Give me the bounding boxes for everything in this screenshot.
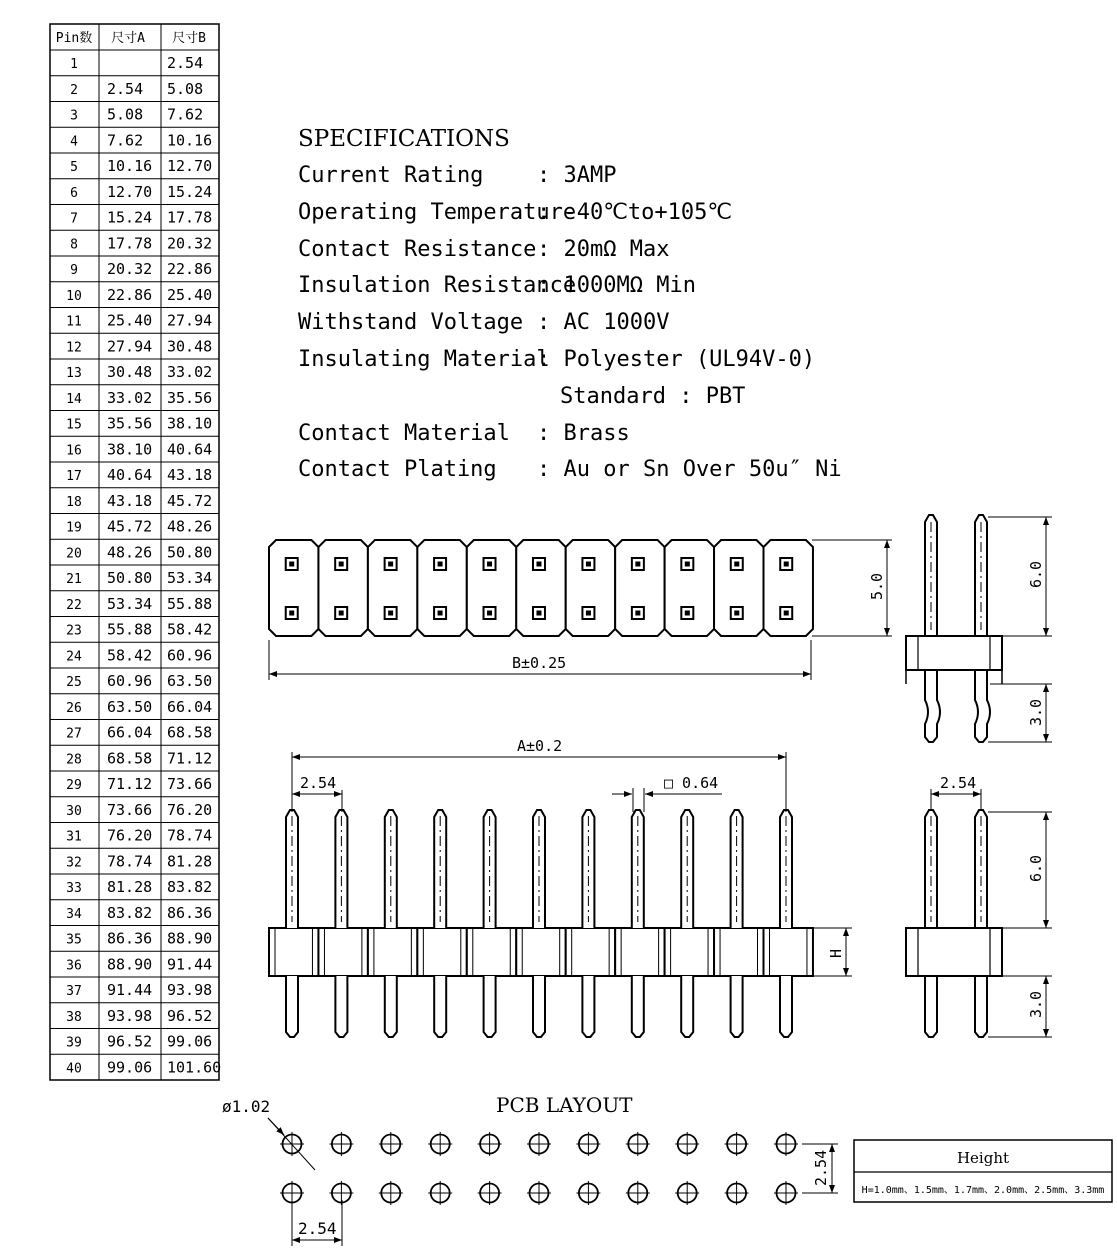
table-cell-dim-b: 55.88 <box>167 594 213 613</box>
spec-label: Contact Material <box>298 421 510 446</box>
table-cell-pins: 23 <box>66 623 82 639</box>
housing-block <box>714 928 763 976</box>
table-cell-dim-a: 60.96 <box>107 672 153 690</box>
table-cell-dim-a: 33.02 <box>107 388 153 407</box>
housing-cell <box>665 540 714 636</box>
table-cell-dim-b: 58.42 <box>167 620 213 639</box>
table-cell-pins: 16 <box>66 443 82 459</box>
pin-square-center <box>388 611 393 616</box>
specifications-block <box>298 126 842 482</box>
table-cell-dim-b: 60.96 <box>167 646 213 665</box>
table-cell-pins: 19 <box>66 520 82 536</box>
housing-block <box>318 928 367 976</box>
table-cell-dim-b: 83.82 <box>167 878 213 896</box>
housing-cell <box>368 540 417 636</box>
table-cell-dim-a: 78.74 <box>107 852 153 871</box>
table-cell-pins: 25 <box>66 675 82 690</box>
pin-square-center <box>438 611 443 616</box>
table-cell-dim-a: 7.62 <box>107 131 144 150</box>
dim-pcb-pitch-label: 2.54 <box>298 1219 337 1238</box>
spec-label: Contact Plating <box>298 457 497 482</box>
spec-row <box>560 384 745 409</box>
dim-pitch-label: 2.54 <box>300 774 337 792</box>
pin-lower <box>533 976 545 1037</box>
table-cell-dim-b: 35.56 <box>167 388 213 407</box>
table-cell-pins: 31 <box>66 829 82 845</box>
table-cell-dim-b: 17.78 <box>167 208 213 227</box>
table-cell-pins: 13 <box>66 366 82 381</box>
pin-square-center <box>734 611 739 616</box>
table-cell-dim-b: 33.02 <box>167 363 213 381</box>
spec-value: : Brass <box>537 421 630 446</box>
table-cell-pins: 7 <box>70 211 78 227</box>
pcb-dims <box>222 1097 838 1246</box>
table-cell-dim-b: 96.52 <box>167 1006 213 1025</box>
pin-lower <box>731 976 743 1037</box>
table-cell-pins: 26 <box>66 700 82 716</box>
table-cell-dim-b: 22.86 <box>167 260 213 278</box>
spec-value: : Polyester (UL94V-0) <box>537 347 816 372</box>
table-cell-pins: 1 <box>70 57 78 72</box>
housing-cell <box>417 540 466 636</box>
table-cell-dim-b: 38.10 <box>167 414 213 433</box>
table-cell-dim-a: 83.82 <box>107 903 153 922</box>
top-view-housing <box>269 540 813 636</box>
specifications-title: SPECIFICATIONS <box>298 126 510 152</box>
pin-lower <box>484 976 496 1037</box>
table-cell-pins: 35 <box>66 932 82 948</box>
table-cell-pins: 18 <box>66 494 82 510</box>
table-cell-dim-b: 12.70 <box>167 157 213 175</box>
pin-lower <box>385 976 397 1037</box>
housing-block <box>417 928 466 976</box>
height-box-title: Height <box>956 1149 1010 1167</box>
side-view-lower-dims <box>931 774 1052 1037</box>
spec-label: Contact Resistance <box>298 237 537 262</box>
spec-row <box>298 237 669 262</box>
table-cell-pins: 40 <box>66 1061 82 1077</box>
pin-square-center <box>734 562 739 567</box>
housing-block <box>566 928 615 976</box>
pin-square-center <box>339 611 344 616</box>
pin-square-center <box>536 611 541 616</box>
table-cell-dim-b: 15.24 <box>167 182 213 201</box>
side-view-upper-dims <box>988 517 1052 742</box>
pin-square-center <box>339 562 344 567</box>
table-cell-dim-a: 40.64 <box>107 466 153 484</box>
table-cell-pins: 30 <box>66 803 82 819</box>
table-cell-dim-a: 38.10 <box>107 440 153 459</box>
table-header-cell: 尺寸A <box>111 31 145 46</box>
table-cell-dim-a: 93.98 <box>107 1006 153 1025</box>
housing-cell <box>566 540 615 636</box>
table-cell-dim-b: 25.40 <box>167 285 213 304</box>
spec-row <box>298 421 630 446</box>
table-cell-dim-b: 101.60 <box>167 1058 222 1077</box>
table-cell-dim-a: 50.80 <box>107 569 153 587</box>
pin-square-center <box>487 562 492 567</box>
housing-cell <box>516 540 565 636</box>
dim-b-label: B±0.25 <box>512 654 567 672</box>
dim-row-spacing-label: 2.54 <box>812 1149 830 1186</box>
pin-square-center <box>784 611 789 616</box>
dim-pin-size-label: □ 0.64 <box>664 774 719 792</box>
table-cell-pins: 29 <box>66 778 82 793</box>
table-cell-pins: 12 <box>66 340 82 356</box>
table-cell-dim-b: 5.08 <box>167 79 204 98</box>
table-cell-dim-a: 5.08 <box>107 105 144 124</box>
table-cell-pins: 34 <box>66 906 82 922</box>
table-cell-dim-a: 10.16 <box>107 157 153 175</box>
pin-square-center <box>438 562 443 567</box>
height-box-values: H=1.0mm、1.5mm、1.7mm、2.0mm、2.5mm、3.3mm <box>861 1185 1105 1196</box>
housing-cell <box>269 540 318 636</box>
table-cell-dim-a: 88.90 <box>107 955 153 974</box>
table-cell-dim-a: 81.28 <box>107 878 153 896</box>
table-cell-dim-b: 91.44 <box>167 955 213 974</box>
dim-side-pitch-label: 2.54 <box>940 774 977 792</box>
dim-a-label: A±0.2 <box>517 737 563 755</box>
table-cell-dim-b: 81.28 <box>167 852 213 871</box>
table-cell-pins: 20 <box>66 546 82 562</box>
table-cell-pins: 8 <box>70 237 78 253</box>
table-cell-pins: 27 <box>66 726 82 742</box>
pin-square-center <box>685 562 690 567</box>
side-view-lower <box>906 810 1002 1037</box>
table-cell-dim-a: 68.58 <box>107 749 153 768</box>
table-cell-dim-b: 30.48 <box>167 337 213 356</box>
table-cell-dim-b: 76.20 <box>167 800 213 819</box>
pin-lower <box>582 976 594 1037</box>
housing-cell <box>615 540 664 636</box>
table-cell-dim-b: 7.62 <box>167 105 204 124</box>
pin-square-center <box>289 562 294 567</box>
spec-label: Current Rating <box>298 163 484 188</box>
table-cell-pins: 4 <box>70 134 78 150</box>
spec-label: Insulating Material <box>298 347 550 372</box>
pin-dimension-table <box>50 24 221 1080</box>
table-cell-dim-a: 99.06 <box>107 1058 153 1077</box>
table-cell-dim-a: 71.12 <box>107 775 153 793</box>
table-cell-pins: 24 <box>66 649 82 665</box>
pin-square-center <box>635 611 640 616</box>
table-cell-dim-b: 50.80 <box>167 543 213 562</box>
table-cell-dim-a: 20.32 <box>107 260 153 278</box>
table-cell-pins: 14 <box>66 391 82 407</box>
spec-value: : 1000MΩ Min <box>537 273 696 298</box>
table-cell-pins: 39 <box>66 1035 82 1051</box>
table-cell-pins: 17 <box>66 469 82 484</box>
housing-block <box>269 928 318 976</box>
table-cell-dim-a: 96.52 <box>107 1032 153 1051</box>
housing-block <box>764 928 813 976</box>
spec-value: Standard : PBT <box>560 384 746 409</box>
table-cell-dim-a: 30.48 <box>107 363 153 381</box>
spec-value: : -40℃to+105℃ <box>537 200 733 225</box>
table-cell-dim-a: 45.72 <box>107 517 153 536</box>
table-cell-dim-a: 2.54 <box>107 79 144 98</box>
pin-square-center <box>586 611 591 616</box>
table-cell-dim-a: 53.34 <box>107 594 153 613</box>
table-cell-dim-b: 40.64 <box>167 440 213 459</box>
pin-square-center <box>586 562 591 567</box>
dim-lower-pin-length-label: 3.0 <box>1027 698 1045 726</box>
dim-side-upper-label: 6.0 <box>1027 854 1045 882</box>
table-cell-dim-b: 45.72 <box>167 491 213 510</box>
spec-row <box>298 347 815 372</box>
spec-row <box>298 273 696 298</box>
table-cell-dim-b: 71.12 <box>167 749 213 768</box>
table-cell-dim-a: 27.94 <box>107 337 153 356</box>
table-cell-dim-b: 10.16 <box>167 131 213 150</box>
table-cell-dim-a: 73.66 <box>107 800 153 819</box>
table-cell-pins: 6 <box>70 185 78 201</box>
table-cell-dim-a: 12.70 <box>107 182 153 201</box>
table-cell-dim-b: 20.32 <box>167 234 213 253</box>
table-cell-dim-a: 25.40 <box>107 311 153 330</box>
pin-square-center <box>487 611 492 616</box>
table-cell-dim-a: 86.36 <box>107 929 153 948</box>
pin-lower <box>335 976 347 1037</box>
table-cell-dim-a: 66.04 <box>107 723 153 742</box>
table-cell-pins: 36 <box>66 958 82 974</box>
housing-block <box>467 928 516 976</box>
spec-value: : 20mΩ Max <box>537 237 670 262</box>
table-cell-dim-b: 63.50 <box>167 672 213 690</box>
spec-label: Operating Temperature <box>298 200 577 225</box>
height-options-box <box>854 1140 1112 1202</box>
table-cell-dim-b: 27.94 <box>167 311 213 330</box>
spec-label: Insulation Resistance <box>298 273 577 298</box>
dim-h-label: H <box>827 948 845 958</box>
housing-block <box>665 928 714 976</box>
spec-label: Withstand Voltage <box>298 310 524 335</box>
pin-lower <box>780 976 792 1037</box>
table-cell-dim-a: 15.24 <box>107 208 153 227</box>
table-cell-dim-a: 48.26 <box>107 543 153 562</box>
pin-lower <box>632 976 644 1037</box>
spec-row <box>298 163 616 188</box>
table-cell-dim-a: 91.44 <box>107 981 153 999</box>
pin-lower <box>434 976 446 1037</box>
dim-side-lower-label: 3.0 <box>1027 990 1045 1018</box>
table-cell-dim-a: 43.18 <box>107 491 153 510</box>
front-view-header <box>269 810 813 1037</box>
table-cell-pins: 21 <box>66 572 82 587</box>
pcb-hole-pattern <box>280 1132 798 1205</box>
pin-square-center <box>685 611 690 616</box>
table-cell-dim-b: 43.18 <box>167 466 213 484</box>
pin-lower <box>286 976 298 1037</box>
pin-square-center <box>635 562 640 567</box>
table-cell-dim-b: 86.36 <box>167 903 213 922</box>
table-cell-dim-a: 17.78 <box>107 234 153 253</box>
table-cell-pins: 10 <box>66 288 82 304</box>
housing-cell <box>318 540 367 636</box>
housing-cell <box>467 540 516 636</box>
table-cell-pins: 28 <box>66 752 82 768</box>
table-cell-dim-b: 2.54 <box>167 54 204 72</box>
dim-upper-pin-length-label: 6.0 <box>1027 560 1045 588</box>
pin-lower <box>681 976 693 1037</box>
table-cell-dim-a: 63.50 <box>107 697 153 716</box>
table-cell-pins: 38 <box>66 1009 82 1025</box>
spec-value: : AC 1000V <box>537 310 670 335</box>
table-cell-dim-b: 73.66 <box>167 775 213 793</box>
table-cell-dim-b: 78.74 <box>167 826 213 845</box>
side-view-upper <box>906 515 1002 742</box>
table-cell-pins: 15 <box>66 417 82 433</box>
spec-value: : 3AMP <box>537 163 617 188</box>
dim-housing-height-label: 5.0 <box>868 572 886 600</box>
table-cell-dim-a: 76.20 <box>107 826 153 845</box>
table-cell-dim-b: 68.58 <box>167 723 213 742</box>
pin-square-center <box>289 611 294 616</box>
table-cell-pins: 37 <box>66 984 82 999</box>
table-cell-pins: 33 <box>66 881 82 896</box>
table-cell-dim-b: 66.04 <box>167 697 213 716</box>
housing-block <box>516 928 565 976</box>
table-cell-dim-a: 22.86 <box>107 285 153 304</box>
table-cell-pins: 3 <box>70 108 78 124</box>
table-cell-pins: 22 <box>66 597 82 613</box>
table-cell-pins: 2 <box>70 82 78 98</box>
table-cell-pins: 5 <box>70 160 78 175</box>
dim-hole-diameter-label: ø1.02 <box>222 1097 271 1116</box>
spec-row <box>298 457 842 482</box>
spec-value: : Au or Sn Over 50u″ Ni <box>537 457 842 482</box>
table-cell-dim-a: 35.56 <box>107 414 153 433</box>
spec-row <box>298 310 669 335</box>
table-cell-dim-a: 58.42 <box>107 646 153 665</box>
table-cell-dim-b: 99.06 <box>167 1032 213 1051</box>
pin-square-center <box>784 562 789 567</box>
housing-block <box>615 928 664 976</box>
table-header-cell: Pin数 <box>55 31 93 46</box>
housing-cell <box>764 540 813 636</box>
table-cell-dim-b: 88.90 <box>167 929 213 948</box>
table-cell-pins: 32 <box>66 855 82 871</box>
table-cell-dim-b: 93.98 <box>167 981 213 999</box>
table-cell-dim-b: 53.34 <box>167 569 213 587</box>
spec-row <box>298 200 732 225</box>
table-header-cell: 尺寸B <box>172 31 206 46</box>
pin-square-center <box>536 562 541 567</box>
housing-block <box>368 928 417 976</box>
table-cell-pins: 9 <box>70 263 78 278</box>
housing-cell <box>714 540 763 636</box>
pin-square-center <box>388 562 393 567</box>
pcb-layout-title: PCB LAYOUT <box>496 1093 633 1117</box>
table-cell-dim-a: 55.88 <box>107 620 153 639</box>
table-cell-pins: 11 <box>66 314 82 330</box>
table-cell-dim-b: 48.26 <box>167 517 213 536</box>
